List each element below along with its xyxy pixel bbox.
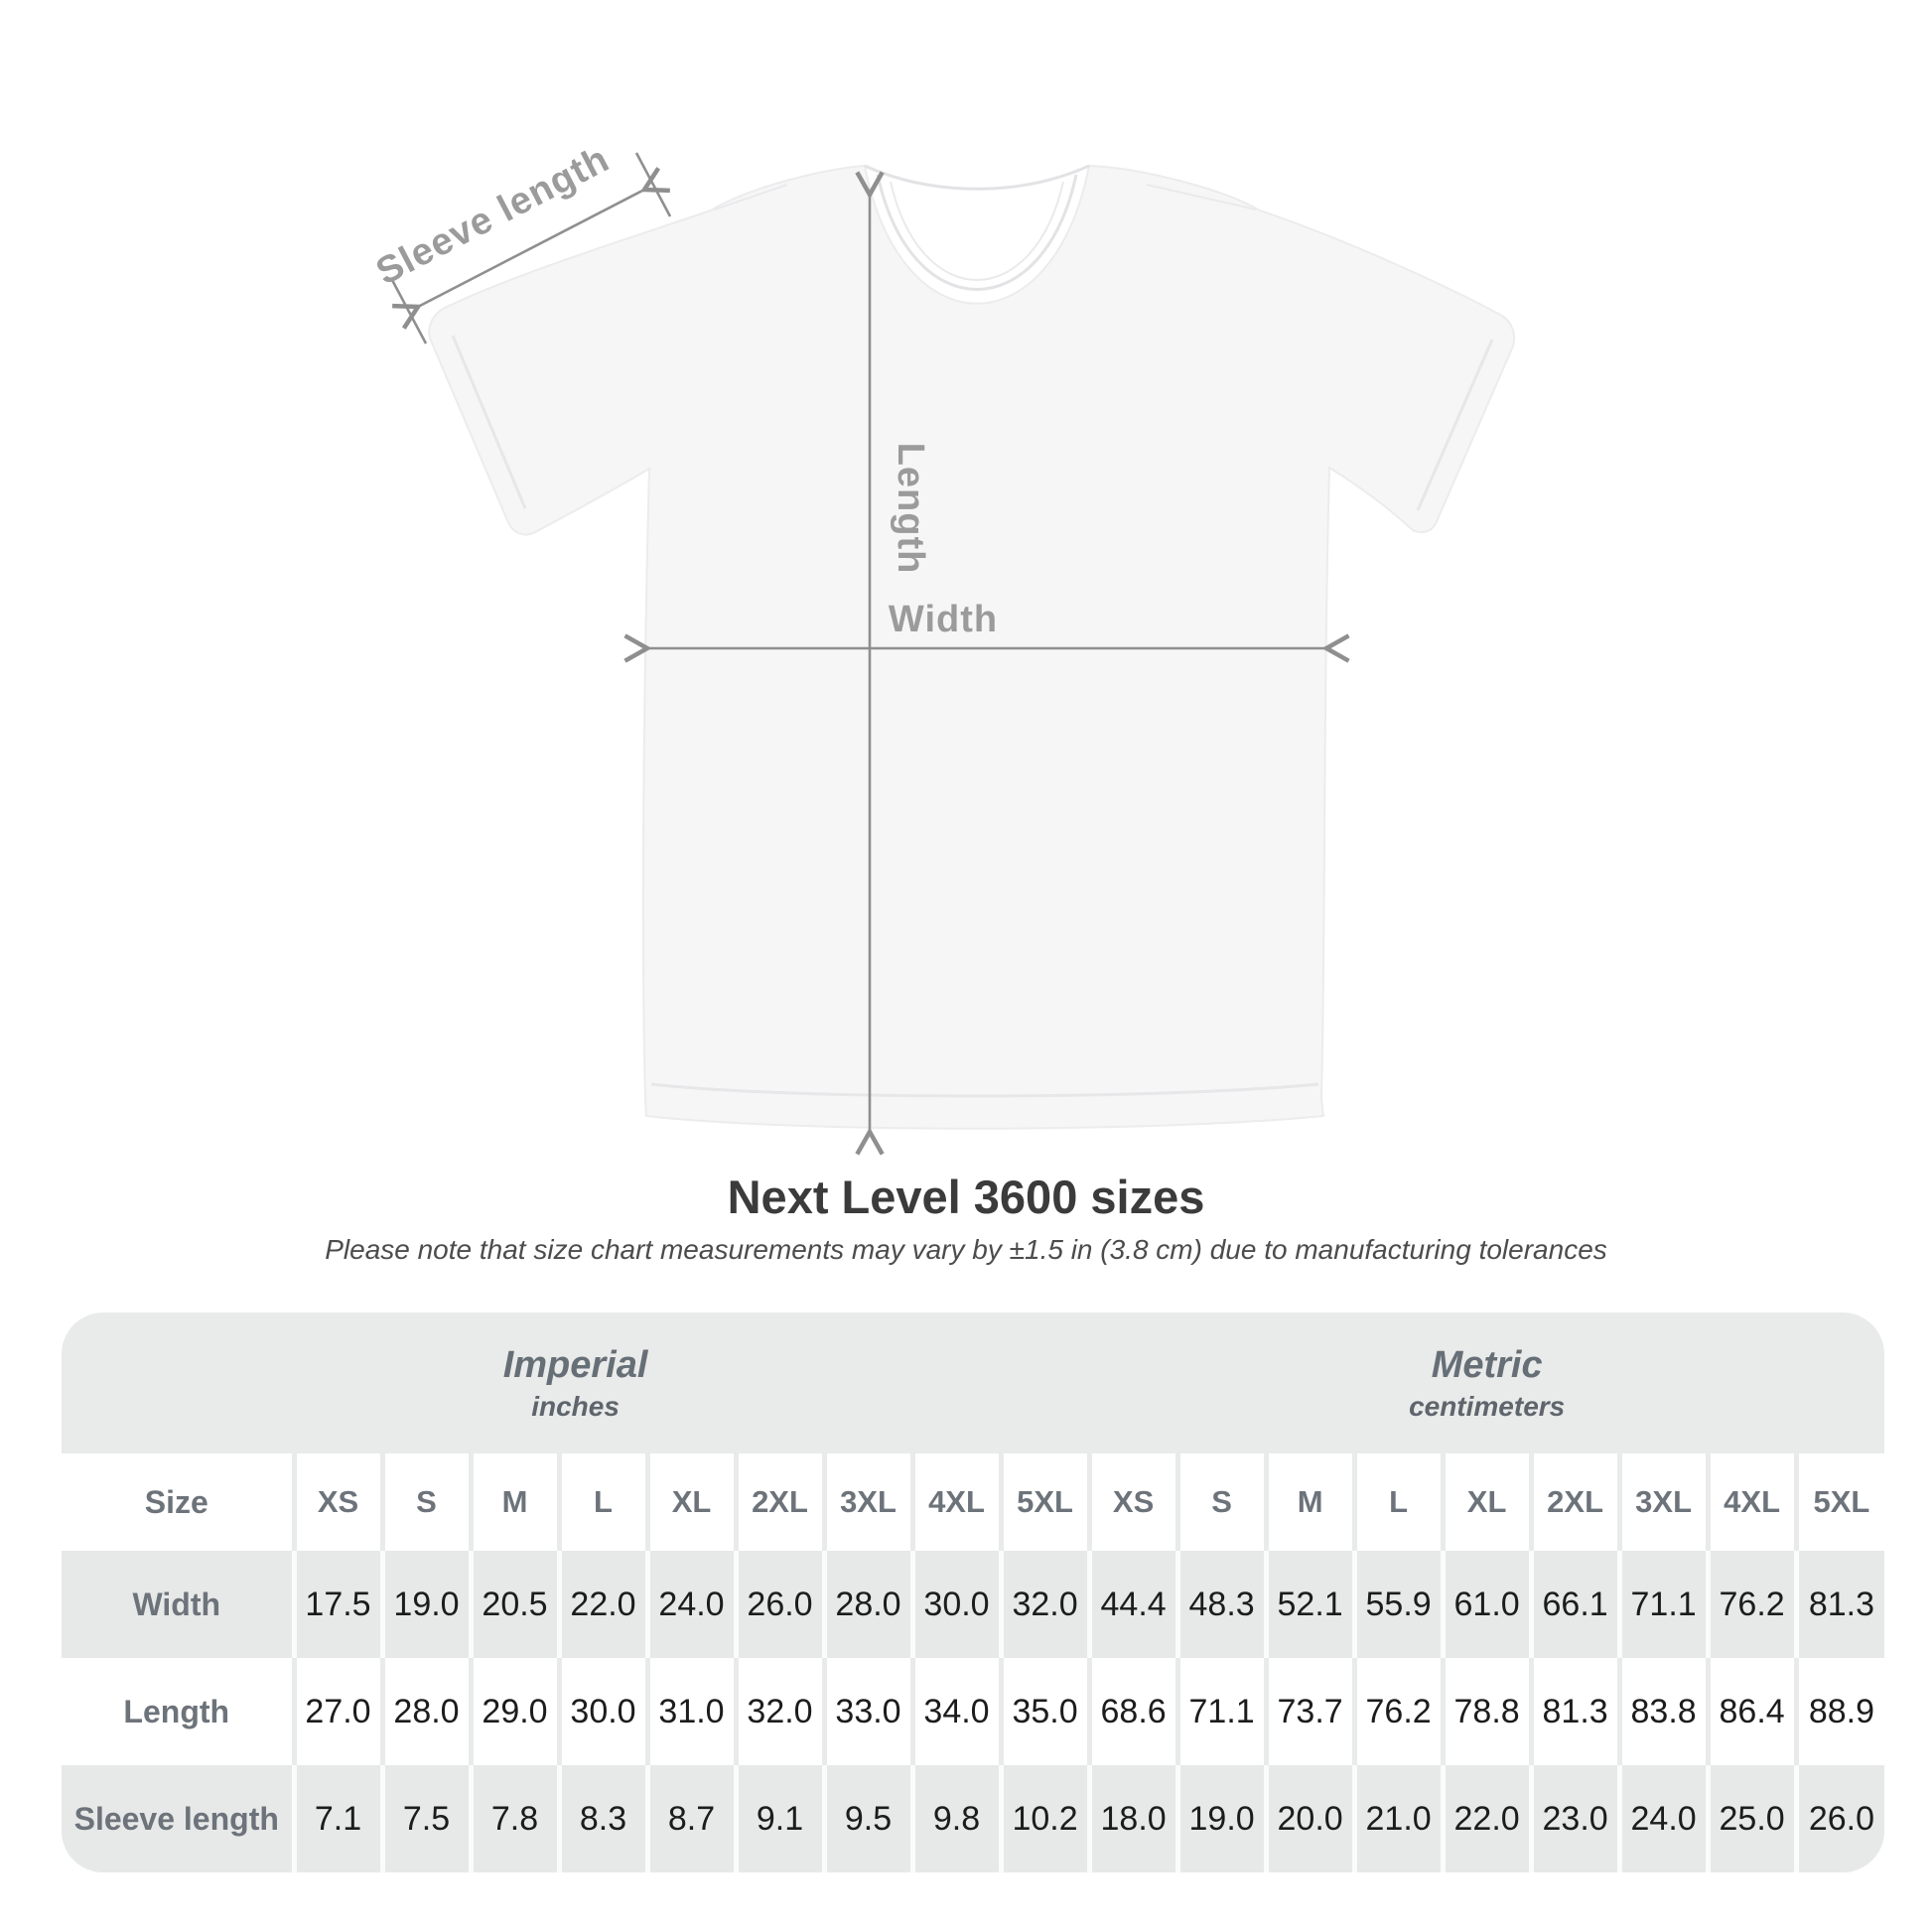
width-metric-s: 48.3 xyxy=(1177,1551,1266,1658)
length-imperial-m: 29.0 xyxy=(471,1658,559,1765)
length-row xyxy=(62,1658,1884,1765)
sleeve-imperial-4xl: 9.8 xyxy=(912,1765,1001,1872)
size-col-metric-4xl: 4XL xyxy=(1708,1453,1796,1551)
length-row-label: Length xyxy=(62,1658,294,1765)
length-imperial-4xl: 34.0 xyxy=(912,1658,1001,1765)
length-label: Length xyxy=(890,442,931,575)
page-title: Next Level 3600 sizes xyxy=(727,1171,1205,1223)
size-col-imperial-5xl: 5XL xyxy=(1001,1453,1089,1551)
width-imperial-3xl: 28.0 xyxy=(824,1551,912,1658)
width-label: Width xyxy=(888,599,999,640)
length-metric-3xl: 83.8 xyxy=(1619,1658,1708,1765)
width-metric-2xl: 66.1 xyxy=(1531,1551,1619,1658)
width-metric-l: 55.9 xyxy=(1354,1551,1443,1658)
sleeve-imperial-l: 8.3 xyxy=(559,1765,647,1872)
length-imperial-5xl: 35.0 xyxy=(1001,1658,1089,1765)
tolerance-note: Please note that size chart measurements may vary by ±1.5 in (3.8 cm) due to manufacturing tolerances xyxy=(325,1234,1607,1265)
width-imperial-xs: 17.5 xyxy=(294,1551,382,1658)
length-imperial-xs: 27.0 xyxy=(294,1658,382,1765)
length-imperial-xl: 31.0 xyxy=(647,1658,736,1765)
metric-header xyxy=(1089,1312,1884,1453)
width-imperial-5xl: 32.0 xyxy=(1001,1551,1089,1658)
size-col-imperial-s: S xyxy=(382,1453,471,1551)
imperial-header-unit: inches xyxy=(531,1391,620,1423)
size-col-imperial-l: L xyxy=(559,1453,647,1551)
width-metric-m: 52.1 xyxy=(1266,1551,1354,1658)
length-metric-l: 76.2 xyxy=(1354,1658,1443,1765)
metric-header-name: Metric xyxy=(1431,1343,1543,1386)
size-col-imperial-m: M xyxy=(471,1453,559,1551)
size-header-label: Size xyxy=(62,1453,294,1551)
length-metric-s: 71.1 xyxy=(1177,1658,1266,1765)
size-col-imperial-4xl: 4XL xyxy=(912,1453,1001,1551)
length-imperial-l: 30.0 xyxy=(559,1658,647,1765)
size-col-metric-s: S xyxy=(1177,1453,1266,1551)
sleeve-length-tick-start xyxy=(392,280,426,344)
sleeve-metric-xs: 18.0 xyxy=(1089,1765,1177,1872)
unit-header-row xyxy=(62,1312,1884,1453)
metric-header-unit: centimeters xyxy=(1409,1391,1566,1423)
imperial-header xyxy=(62,1312,1089,1453)
sleeve-metric-m: 20.0 xyxy=(1266,1765,1354,1872)
size-col-imperial-2xl: 2XL xyxy=(736,1453,824,1551)
sleeve-length-tick-end xyxy=(636,153,670,216)
size-table xyxy=(62,1312,1884,1872)
sleeve-imperial-xl: 8.7 xyxy=(647,1765,736,1872)
sleeve-metric-5xl: 26.0 xyxy=(1796,1765,1884,1872)
width-metric-xs: 44.4 xyxy=(1089,1551,1177,1658)
sleeve-imperial-xs: 7.1 xyxy=(294,1765,382,1872)
sleeve-metric-l: 21.0 xyxy=(1354,1765,1443,1872)
length-metric-4xl: 86.4 xyxy=(1708,1658,1796,1765)
width-metric-4xl: 76.2 xyxy=(1708,1551,1796,1658)
sleeve-metric-4xl: 25.0 xyxy=(1708,1765,1796,1872)
length-metric-5xl: 88.9 xyxy=(1796,1658,1884,1765)
sleeve-metric-s: 19.0 xyxy=(1177,1765,1266,1872)
length-imperial-s: 28.0 xyxy=(382,1658,471,1765)
width-metric-xl: 61.0 xyxy=(1443,1551,1531,1658)
collar-back-edge xyxy=(865,166,1089,189)
size-col-imperial-xs: XS xyxy=(294,1453,382,1551)
size-col-imperial-xl: XL xyxy=(647,1453,736,1551)
sleeve-imperial-2xl: 9.1 xyxy=(736,1765,824,1872)
size-col-metric-2xl: 2XL xyxy=(1531,1453,1619,1551)
length-metric-xs: 68.6 xyxy=(1089,1658,1177,1765)
size-col-imperial-3xl: 3XL xyxy=(824,1453,912,1551)
size-table-container xyxy=(62,1312,1884,1872)
sleeve-metric-2xl: 23.0 xyxy=(1531,1765,1619,1872)
sleeve-metric-3xl: 24.0 xyxy=(1619,1765,1708,1872)
length-metric-m: 73.7 xyxy=(1266,1658,1354,1765)
width-imperial-4xl: 30.0 xyxy=(912,1551,1001,1658)
width-metric-3xl: 71.1 xyxy=(1619,1551,1708,1658)
size-col-metric-xs: XS xyxy=(1089,1453,1177,1551)
size-col-metric-3xl: 3XL xyxy=(1619,1453,1708,1551)
size-header-row xyxy=(62,1453,1884,1551)
width-imperial-xl: 24.0 xyxy=(647,1551,736,1658)
sleeve-length-row-label: Sleeve length xyxy=(62,1765,294,1872)
sleeve-imperial-3xl: 9.5 xyxy=(824,1765,912,1872)
sleeve-metric-xl: 22.0 xyxy=(1443,1765,1531,1872)
length-metric-2xl: 81.3 xyxy=(1531,1658,1619,1765)
length-metric-xl: 78.8 xyxy=(1443,1658,1531,1765)
width-imperial-s: 19.0 xyxy=(382,1551,471,1658)
sleeve-imperial-5xl: 10.2 xyxy=(1001,1765,1089,1872)
collar-stitch-line xyxy=(891,182,1063,280)
width-row xyxy=(62,1551,1884,1658)
size-col-metric-m: M xyxy=(1266,1453,1354,1551)
length-imperial-2xl: 32.0 xyxy=(736,1658,824,1765)
size-col-metric-5xl: 5XL xyxy=(1796,1453,1884,1551)
size-col-metric-l: L xyxy=(1354,1453,1443,1551)
length-imperial-3xl: 33.0 xyxy=(824,1658,912,1765)
width-imperial-2xl: 26.0 xyxy=(736,1551,824,1658)
size-col-metric-xl: XL xyxy=(1443,1453,1531,1551)
sleeve-length-label: Sleeve length xyxy=(369,138,617,294)
width-imperial-m: 20.5 xyxy=(471,1551,559,1658)
sleeve-imperial-s: 7.5 xyxy=(382,1765,471,1872)
width-imperial-l: 22.0 xyxy=(559,1551,647,1658)
sleeve-length-row xyxy=(62,1765,1884,1872)
width-metric-5xl: 81.3 xyxy=(1796,1551,1884,1658)
sleeve-imperial-m: 7.8 xyxy=(471,1765,559,1872)
width-row-label: Width xyxy=(62,1551,294,1658)
imperial-header-name: Imperial xyxy=(502,1343,648,1386)
